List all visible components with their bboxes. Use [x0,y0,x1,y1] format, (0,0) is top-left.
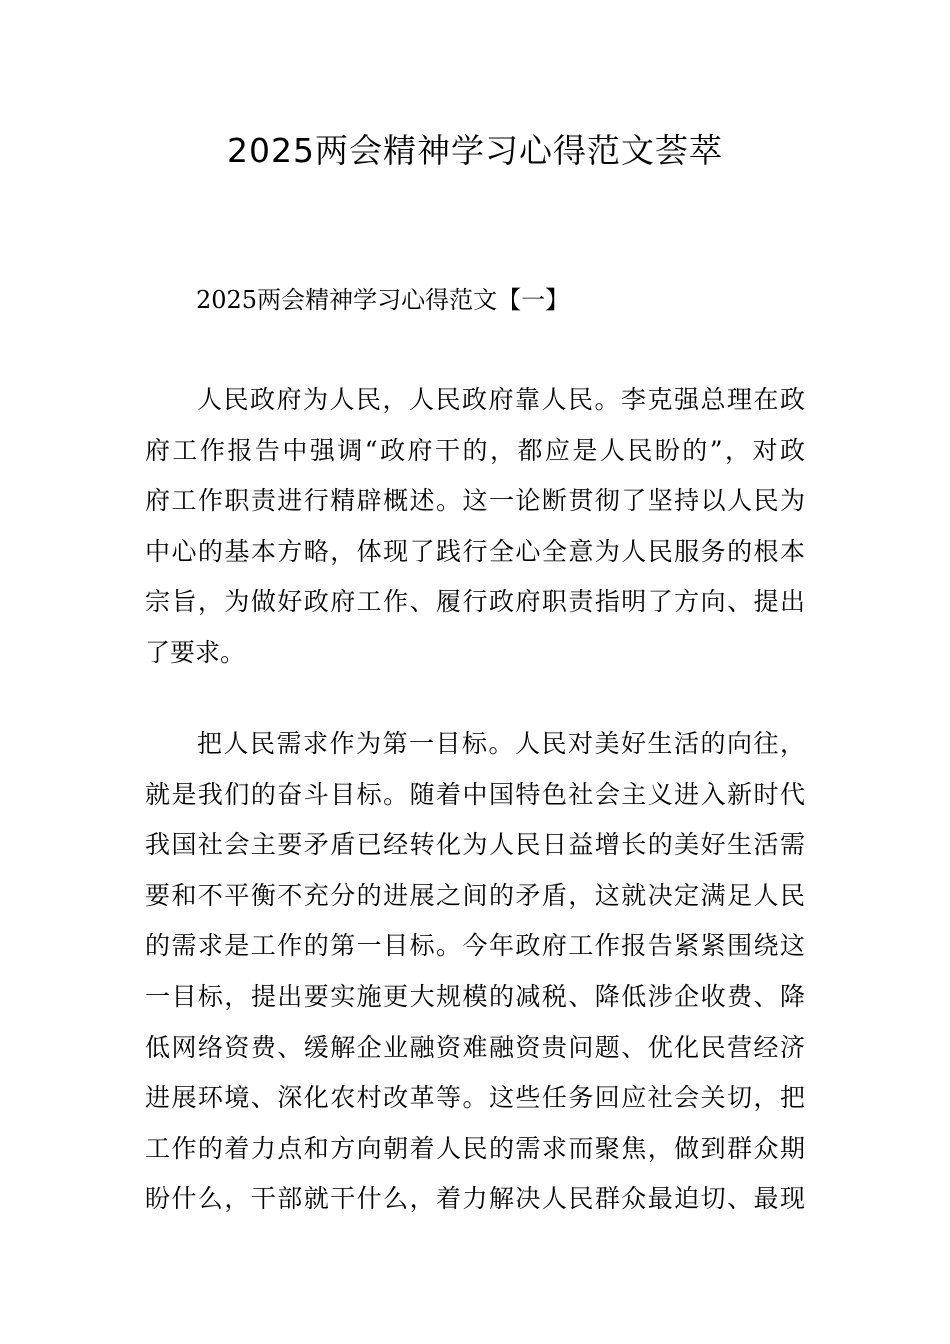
paragraph-line: 低网络资费、缓解企业融资难融资贵问题、优化民营经济 [145,1032,805,1062]
paragraph-line: 中心的基本方略，体现了践行全心全意为人民服务的根本 [145,536,805,566]
paragraph-line: 人民政府为人民，人民政府靠人民。李克强总理在政 [197,385,805,414]
paragraph-line: 府工作报告中强调“政府干的，都应是人民盼的”，对政 [145,435,805,465]
paragraph-line: 把人民需求作为第一目标。人民对美好生活的向往， [197,729,805,758]
paragraph-line: 我国社会主要矛盾已经转化为人民日益增长的美好生活需 [145,830,805,860]
paragraph-2 [145,719,805,1225]
paragraph-line: 就是我们的奋斗目标。随着中国特色社会主义进入新时代 [145,779,805,809]
paragraph-line: 府工作职责进行精辟概述。这一论断贯彻了坚持以人民为 [145,486,805,516]
paragraph-line: 宗旨，为做好政府工作、履行政府职责指明了方向、提出 [145,587,805,617]
paragraph-line: 工作的着力点和方向朝着人民的需求而聚焦，做到群众期 [145,1133,805,1163]
paragraph-line: 一目标，提出要实施更大规模的减税、降低涉企收费、降 [145,981,805,1011]
paragraph-1 [145,375,805,679]
paragraph-line: 了要求。 [145,637,246,667]
paragraph-line: 盼什么，干部就干什么，着力解决人民群众最迫切、最现 [145,1184,805,1214]
paragraph-line: 进展环境、深化农村改革等。这些任务回应社会关切，把 [145,1083,805,1113]
paragraph-line: 要和不平衡不充分的进展之间的矛盾，这就决定满足人民 [145,880,805,910]
document-title: 2025两会精神学习心得范文荟萃 [227,131,723,170]
section-heading: 2025两会精神学习心得范文【一】 [196,286,570,314]
paragraph-line: 的需求是工作的第一目标。今年政府工作报告紧紧围绕这 [145,931,805,961]
